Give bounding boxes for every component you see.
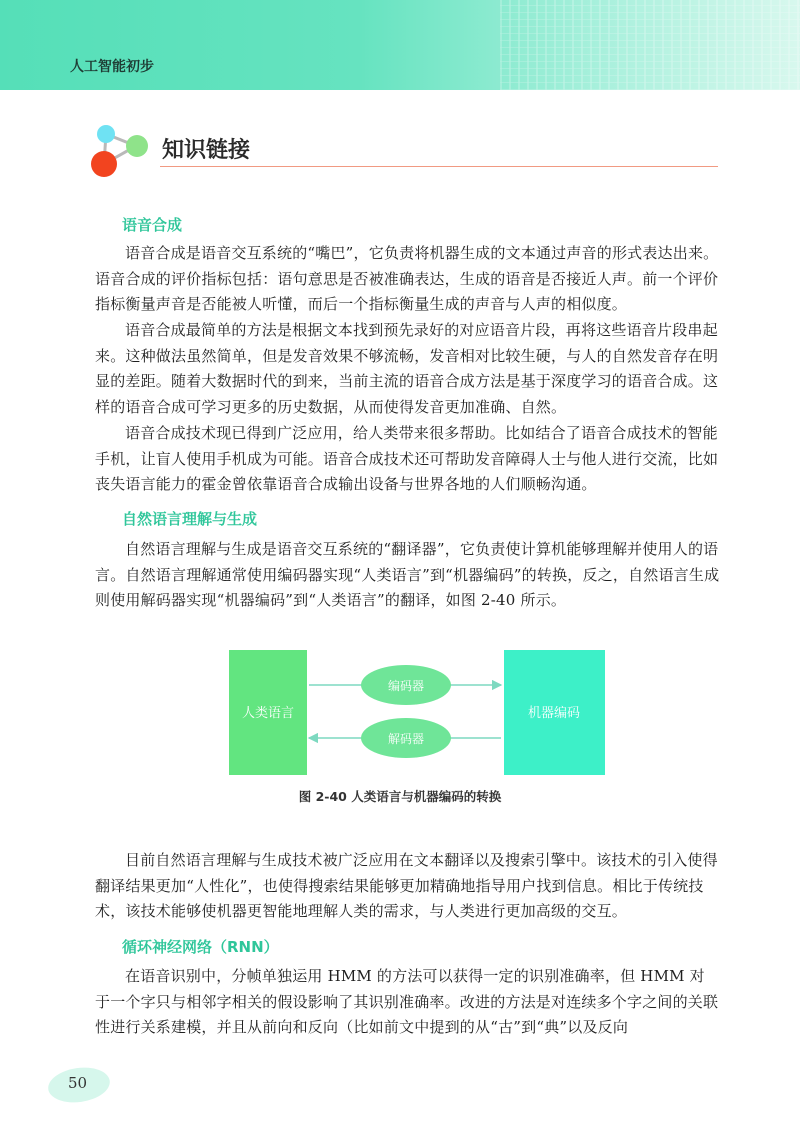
machine-code-label: 机器编码 xyxy=(527,706,581,721)
subhead-rnn: 循环神经网络（RNN） xyxy=(122,938,279,956)
paragraph-4: 自然语言理解与生成是语音交互系统的“翻译器”，它负责使计算机能够理解并使用人的语言。自然语言理解通常使用编码器实现“人类语言”到“机器编码”的转换，反之，自然语言生成则使用解码器实现“机器编码”到“人类语言”的翻译，如图 2-40 所示。 xyxy=(95,540,720,609)
paragraph-6: 在语音识别中，分帧单独运用 HMM 的方法可以获得一定的识别准确率，但 HMM 对于一个字只与相邻字相关的假设影响了其识别准确率。改进的方法是对连续多个字之间的关联性进行关系建模，并且从前向和反向（比如前文中提到的从“古”到“典”以及反向 xyxy=(95,967,719,1036)
paragraph-2: 语音合成最简单的方法是根据文本找到预先录好的对应语音片段，再将这些语音片段串起来。这种做法虽然简单，但是发音效果不够流畅，发音相对比较生硬，与人的自然发音存在明显的差距。随着大数据时代的到来，当前主流的语音合成方法是基于深度学习的语音合成。这样的语音合成可学习更多的历史数据，从而使得发音更加准确、自然。 xyxy=(95,321,719,416)
decoder-label: 解码器 xyxy=(387,732,425,746)
paragraph-1: 语音合成是语音交互系统的“嘴巴”，它负责将机器生成的文本通过声音的形式表达出来。语音合成的评价指标包括：语句意思是否被准确表达，生成的语音是否接近人声。前一个评价指标衡量声音是否能被人听懂，而后一个指标衡量生成的声音与人声的相似度。 xyxy=(95,244,719,313)
page-number: 50 xyxy=(68,1074,88,1092)
subhead-nlu: 自然语言理解与生成 xyxy=(122,510,258,528)
section-divider xyxy=(160,166,718,167)
paragraph-5: 目前自然语言理解与生成技术被广泛应用在文本翻译以及搜索引擎中。该技术的引入使得翻译结果更加“人性化”，也使得搜索结果能够更加精确地指导用户找到信息。相比于传统技术，该技术能够使机器更智能地理解人类的需求，与人类进行更加高级的交互。 xyxy=(95,851,718,920)
paragraph-3: 语音合成技术现已得到广泛应用，给人类带来很多帮助。比如结合了语音合成技术的智能手机，让盲人使用手机成为可能。语音合成技术还可帮助发音障碍人士与他人进行交流，比如丧失语言能力的霍金曾依靠语音合成输出设备与世界各地的人们顺畅沟通。 xyxy=(95,424,719,493)
section-molecule-icon xyxy=(88,122,154,180)
section-title: 知识链接 xyxy=(162,138,251,163)
book-title: 人工智能初步 xyxy=(70,59,154,75)
encoder-label: 编码器 xyxy=(387,679,425,693)
human-language-label: 人类语言 xyxy=(241,706,295,721)
subhead-speech-synthesis: 语音合成 xyxy=(122,216,183,234)
figure-encoder-decoder xyxy=(229,650,605,775)
header-band xyxy=(0,0,800,90)
header-pattern xyxy=(500,0,800,90)
figure-caption: 图 2-40 人类语言与机器编码的转换 xyxy=(298,789,502,804)
